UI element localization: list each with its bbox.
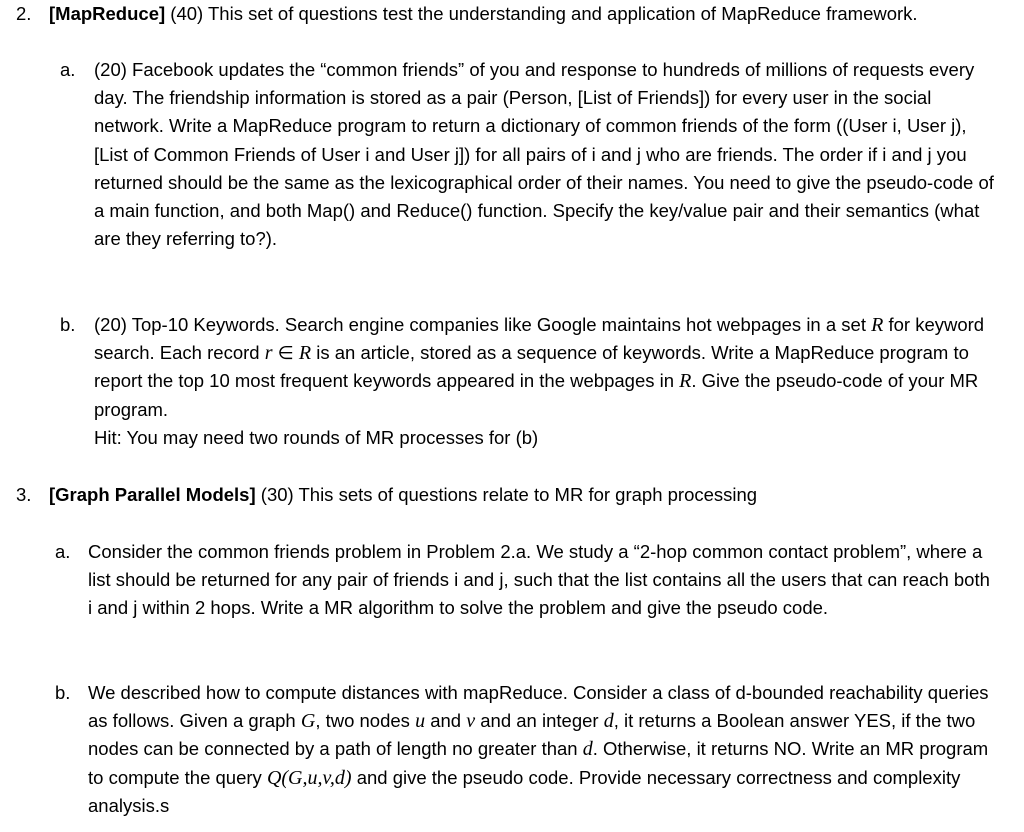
question-intro: (30) This sets of questions relate to MR for graph processing (255, 484, 758, 505)
math-graph-g: G (300, 710, 316, 733)
math-integer-d: d (603, 710, 614, 733)
question-header (49, 0, 996, 28)
math-set-r: R (298, 342, 312, 365)
question-number: 2. (16, 3, 32, 24)
sub-question-letter: a. (60, 59, 76, 80)
sub-question-text: (20) Facebook updates the “common friends” of you and response to hundreds of millions of requests every day. The friendship information is stored as a pair (Person, [List of Friends]) for every user in the social network. Write a MapReduce program to return a dictionary of common friends of the form ((User i, User j), [List of Common Friends of User i and User j]) for all pairs of i and j who are friends. The order if i and j you returned should be the same as the lexicographical order of their names. You need to give the pseudo-code of a main function, and both Map() and Reduce() function. Specify the key/value pair and their semantics (what are they referring to?). (94, 59, 994, 250)
question-intro: (40) This set of questions test the understanding and application of MapReduce framework. (165, 3, 918, 24)
sub-question-letter: b. (55, 682, 71, 703)
sub-question-text: We described how to compute distances with mapReduce. Consider a class of d-bounded reachability queries as follows. Given a graph G, two nodes u and v and an integer d, it returns a Boolean answer YES, if the two nodes can be connected by a path of length no greater than d. Otherwise, it returns NO. Write an MR program to compute the query Q(G,u,v,d) and give the pseudo code. Provide necessary correctness and complexity analysis.s (88, 682, 989, 816)
hint-text: Hit: You may need two rounds of MR processes for (b) (94, 426, 539, 448)
sub-question-body (94, 311, 996, 452)
question-header (49, 481, 996, 509)
math-node-v: v (466, 710, 476, 733)
sub-question-letter: b. (60, 314, 76, 335)
math-integer-d: d (582, 738, 593, 761)
sub-question-text: Consider the common friends problem in Problem 2.a. We study a “2-hop common contact problem”, where a list should be returned for any pair of friends i and j, such that the list contains all the users that can reach both i and j within 2 hops. Write a MR algorithm to solve the problem and give the pseudo code. (88, 541, 990, 619)
sub-question-letter: a. (55, 541, 71, 562)
math-set-r: R (679, 370, 692, 393)
question-number: 3. (16, 484, 32, 505)
question-heading: [Graph Parallel Models] (49, 484, 256, 505)
sub-question-text: (20) Top-10 Keywords. Search engine companies like Google maintains hot webpages in a set R for keyword search. Each record r ∈ R is an article, stored as a sequence of keywords. Write a MapReduce program to report the top 10 most frequent keywords appeared in the webpages in R. Give the pseudo-code of your MR program. (94, 314, 985, 420)
question-heading: [MapReduce] (49, 3, 166, 24)
math-record-r: r (264, 342, 273, 365)
math-query: Q(G,u,v,d) (266, 766, 352, 789)
math-set-r: R (871, 314, 884, 336)
math-node-u: u (415, 710, 426, 733)
